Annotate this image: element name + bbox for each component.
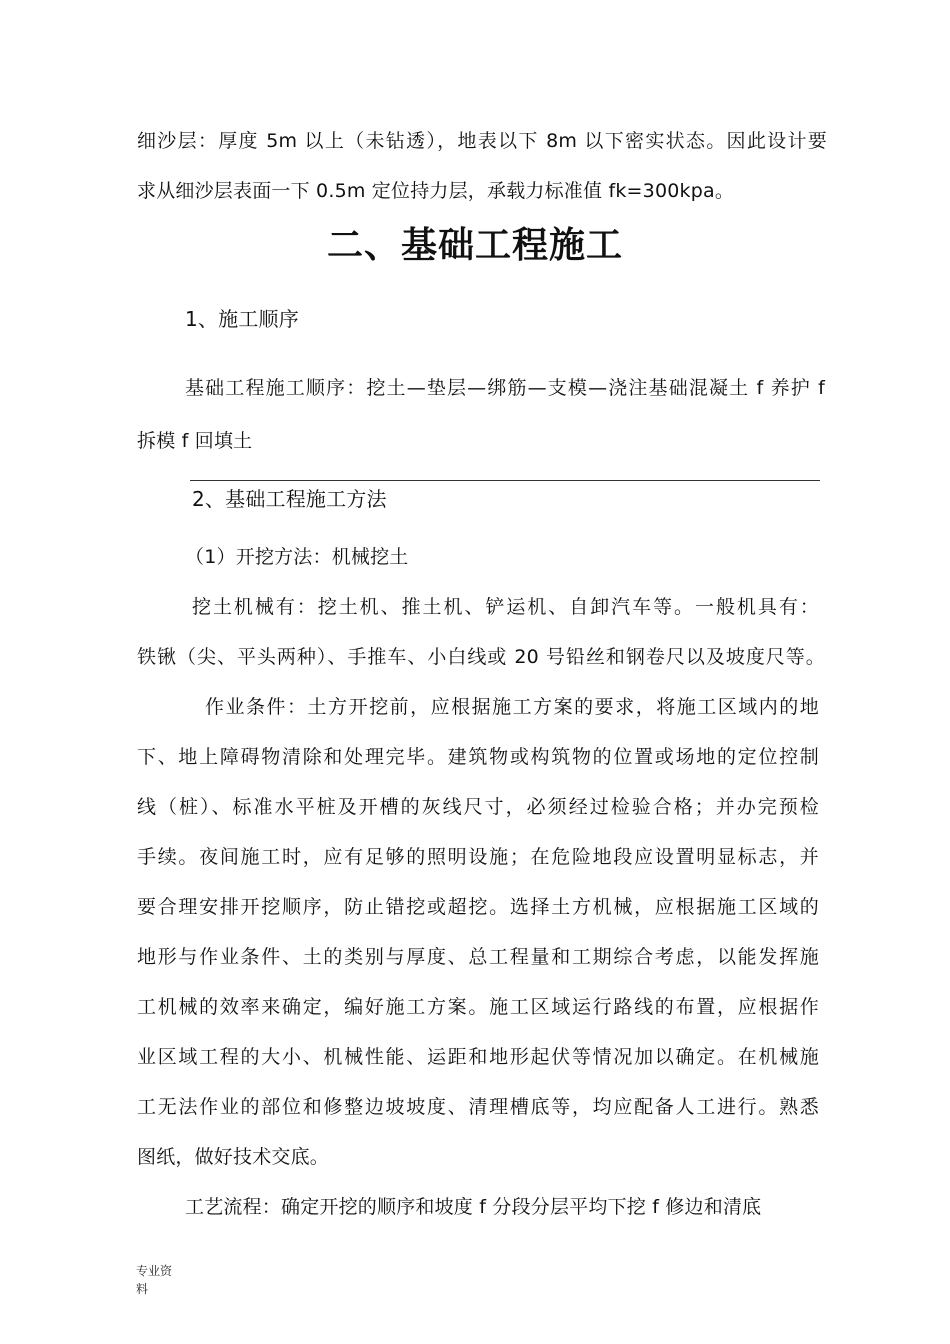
section-title: 二、基础工程施工	[326, 225, 623, 266]
sequence-line-1: 基础工程施工顺序：挖土—垫层—绑筋—支模—浇注基础混凝土 f 养护 f	[185, 377, 825, 399]
intro-line-2: 求从细沙层表面一下 0.5m 定位持力层，承载力标准值 fk=300kpa。	[137, 180, 735, 202]
conditions-line: 图纸，做好技术交底。	[137, 1146, 330, 1168]
process-flow-line: 工艺流程：确定开挖的顺序和坡度 f 分段分层平均下挖 f 修边和清底	[185, 1196, 762, 1218]
subsection-title-method: 2、基础工程施工方法	[192, 487, 387, 511]
subsection-title-sequence: 1、施工顺序	[185, 307, 299, 331]
page-footer	[136, 1262, 196, 1298]
conditions-line: 地形与作业条件、土的类别与厚度、总工程量和工期综合考虑，以能发挥施	[137, 946, 819, 968]
conditions-line: 线（桩）、标准水平桩及开槽的灰线尺寸，必须经过检验合格；并办完预检	[137, 796, 819, 818]
footer-line-1: 专业资	[136, 1264, 173, 1278]
conditions-line: 工机械的效率来确定，编好施工方案。施工区域运行路线的布置，应根据作	[137, 996, 819, 1018]
conditions-line: 下、地上障碍物清除和处理完毕。建筑物或构筑物的位置或场地的定位控制	[137, 746, 819, 768]
machines-line-2: 铁锹（尖、平头两种）、手推车、小白线或 20 号铅丝和钢卷尺以及坡度尺等。	[137, 646, 825, 668]
intro-line-1: 细沙层：厚度 5m 以上（未钻透），地表以下 8m 以下密实状态。因此设计要	[137, 130, 827, 152]
item-title-excavation: （1）开挖方法：机械挖土	[185, 546, 409, 568]
conditions-line: 手续。夜间施工时，应有足够的照明设施；在危险地段应设置明显标志，并	[137, 846, 819, 868]
conditions-line: 工无法作业的部位和修整边坡坡度、清理槽底等，均应配备人工进行。熟悉	[137, 1096, 819, 1118]
footer-line-2: 料	[136, 1282, 149, 1296]
conditions-line: 要合理安排开挖顺序，防止错挖或超挖。选择土方机械，应根据施工区域的	[137, 896, 819, 918]
sequence-line-2: 拆模 f 回填土	[137, 430, 253, 452]
horizontal-rule	[190, 480, 820, 481]
conditions-line: 作业条件：土方开挖前，应根据施工方案的要求，将施工区域内的地	[205, 696, 819, 718]
machines-line-1: 挖土机械有：挖土机、推土机、铲运机、自卸汽车等。一般机具有：	[192, 596, 819, 618]
conditions-line: 业区域工程的大小、机械性能、运距和地形起伏等情况加以确定。在机械施	[137, 1046, 819, 1068]
